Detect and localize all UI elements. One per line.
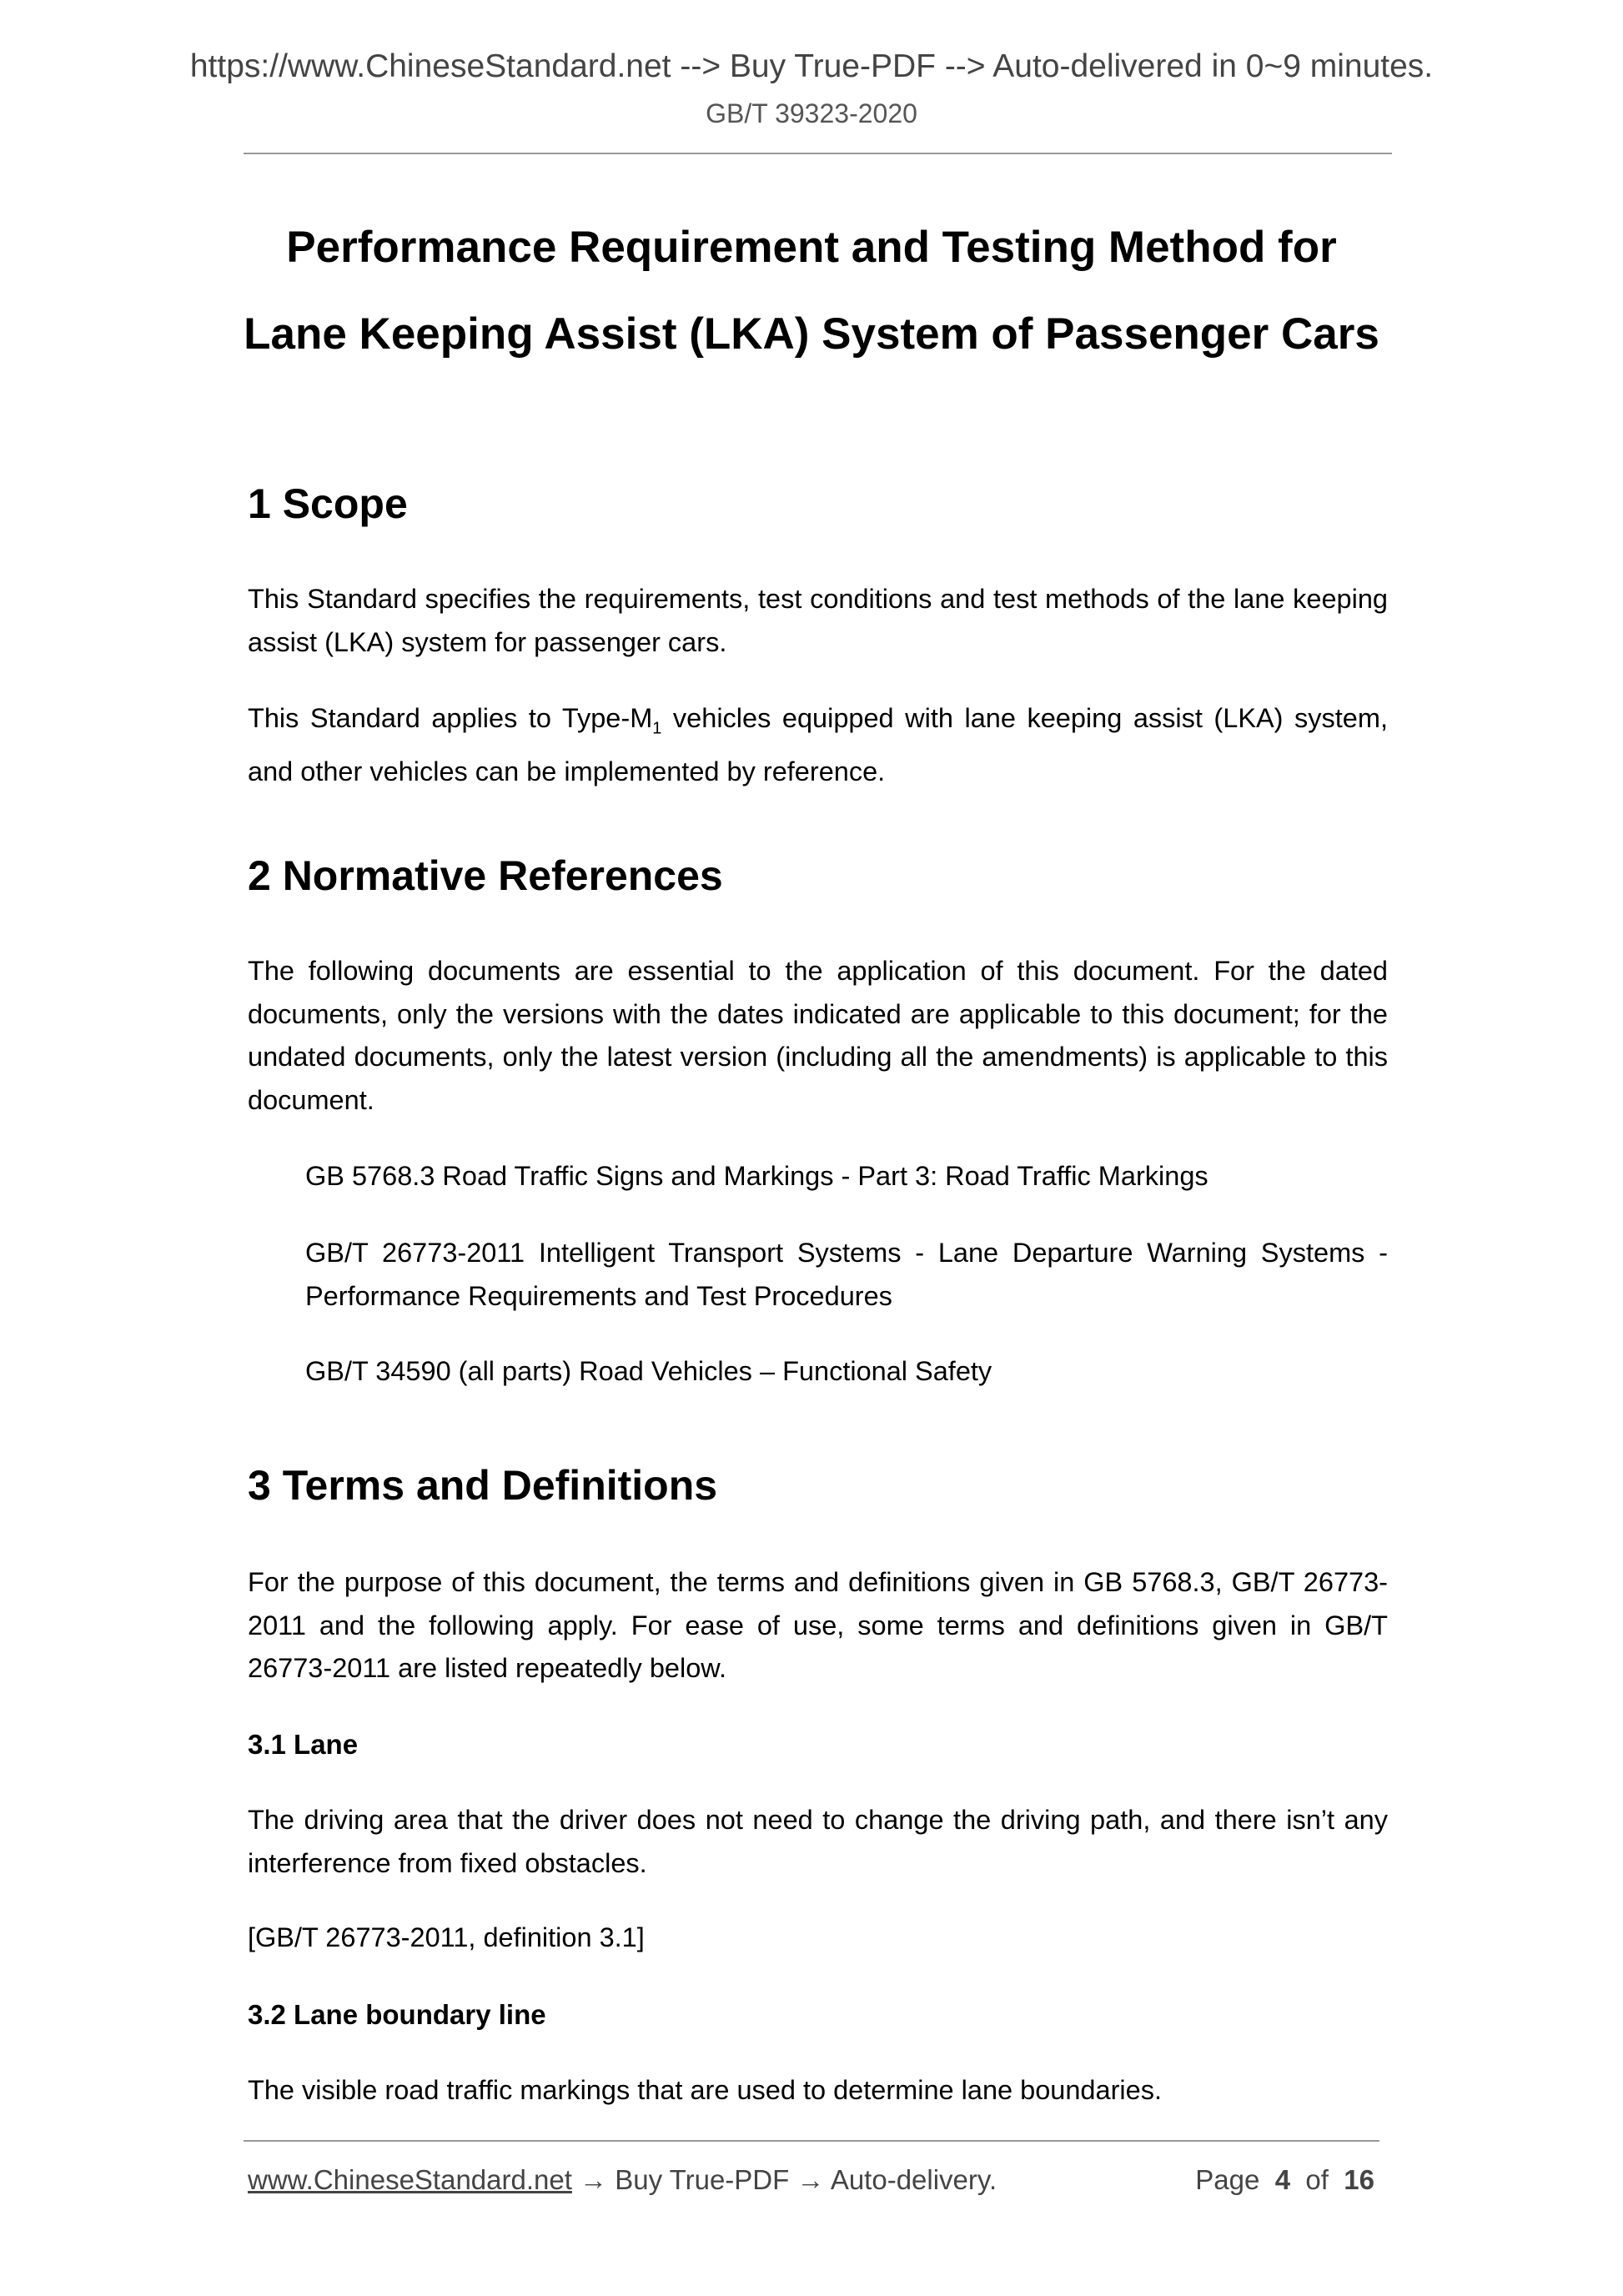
standard-code: GB/T 39323-2020 bbox=[706, 98, 917, 128]
heading-normative-references: 2 Normative References bbox=[248, 852, 723, 899]
scope-paragraph-1: This Standard specifies the requirements, test conditions and test methods of the lane keeping assist (LKA) system for passenger cars. bbox=[248, 584, 1388, 657]
heading-terms-definitions: 3 Terms and Definitions bbox=[248, 1462, 718, 1509]
page-current: 4 bbox=[1274, 2164, 1291, 2195]
footer-divider bbox=[244, 2140, 1379, 2142]
scope-paragraph-2 bbox=[248, 697, 1388, 794]
term-3-1-definition: The driving area that the driver does not need to change the driving path, and there isn’t any interference from fixed obstacles. bbox=[248, 1805, 1388, 1878]
page-indicator bbox=[1195, 2162, 1374, 2198]
scope-p2-text: This Standard applies to Type-M bbox=[248, 703, 653, 733]
scope-p2-text-cont: vehicles equipped with lane keeping assist (LKA) system, and other vehicles can be implemented by reference. bbox=[248, 703, 1388, 786]
reference-item: GB 5768.3 Road Traffic Signs and Markings - Part 3: Road Traffic Markings bbox=[305, 1161, 1208, 1191]
of-label: of bbox=[1305, 2164, 1329, 2195]
term-3-2-definition: The visible road traffic markings that are used to determine lane boundaries. bbox=[248, 2075, 1162, 2105]
term-3-1-source: [GB/T 26773-2011, definition 3.1] bbox=[248, 1922, 645, 1952]
header-banner: https://www.ChineseStandard.net --> Buy True-PDF --> Auto-delivered in 0~9 minutes. bbox=[189, 48, 1434, 84]
term-3-1-heading: 3.1 Lane bbox=[248, 1729, 359, 1760]
footer-left bbox=[248, 2162, 997, 2198]
header-divider bbox=[244, 153, 1392, 154]
document-title bbox=[0, 204, 1623, 378]
footer-text: → Buy True-PDF → Auto-delivery. bbox=[571, 2164, 997, 2195]
normative-paragraph: The following documents are essential to the application of this document. For the dated documents, only the versions with the dates indicated are applicable to this document; for the undated documents, only the latest version (including all the amendments) is applicable to this document. bbox=[248, 956, 1388, 1115]
page-label: Page bbox=[1195, 2164, 1260, 2195]
title-line-2: Lane Keeping Assist (LKA) System of Passenger Cars bbox=[244, 309, 1379, 359]
reference-item: GB/T 34590 (all parts) Road Vehicles – Functional Safety bbox=[305, 1356, 992, 1386]
heading-scope: 1 Scope bbox=[248, 480, 408, 527]
page-total: 16 bbox=[1344, 2164, 1374, 2195]
term-3-2-heading: 3.2 Lane boundary line bbox=[248, 1999, 546, 2030]
terms-paragraph: For the purpose of this document, the terms and definitions given in GB 5768.3, GB/T 26773-2011 and the following apply. For ease of use, some terms and definitions given in GB/T 26773-2011 are listed repeatedly below. bbox=[248, 1567, 1388, 1683]
reference-item: GB/T 26773-2011 Intelligent Transport Systems - Lane Departure Warning Systems - Performance Requirements and Test Procedures bbox=[305, 1238, 1388, 1311]
title-line-1: Performance Requirement and Testing Method for bbox=[286, 223, 1337, 272]
footer-link[interactable]: www.ChineseStandard.net bbox=[248, 2164, 572, 2195]
subscript: 1 bbox=[652, 719, 662, 738]
